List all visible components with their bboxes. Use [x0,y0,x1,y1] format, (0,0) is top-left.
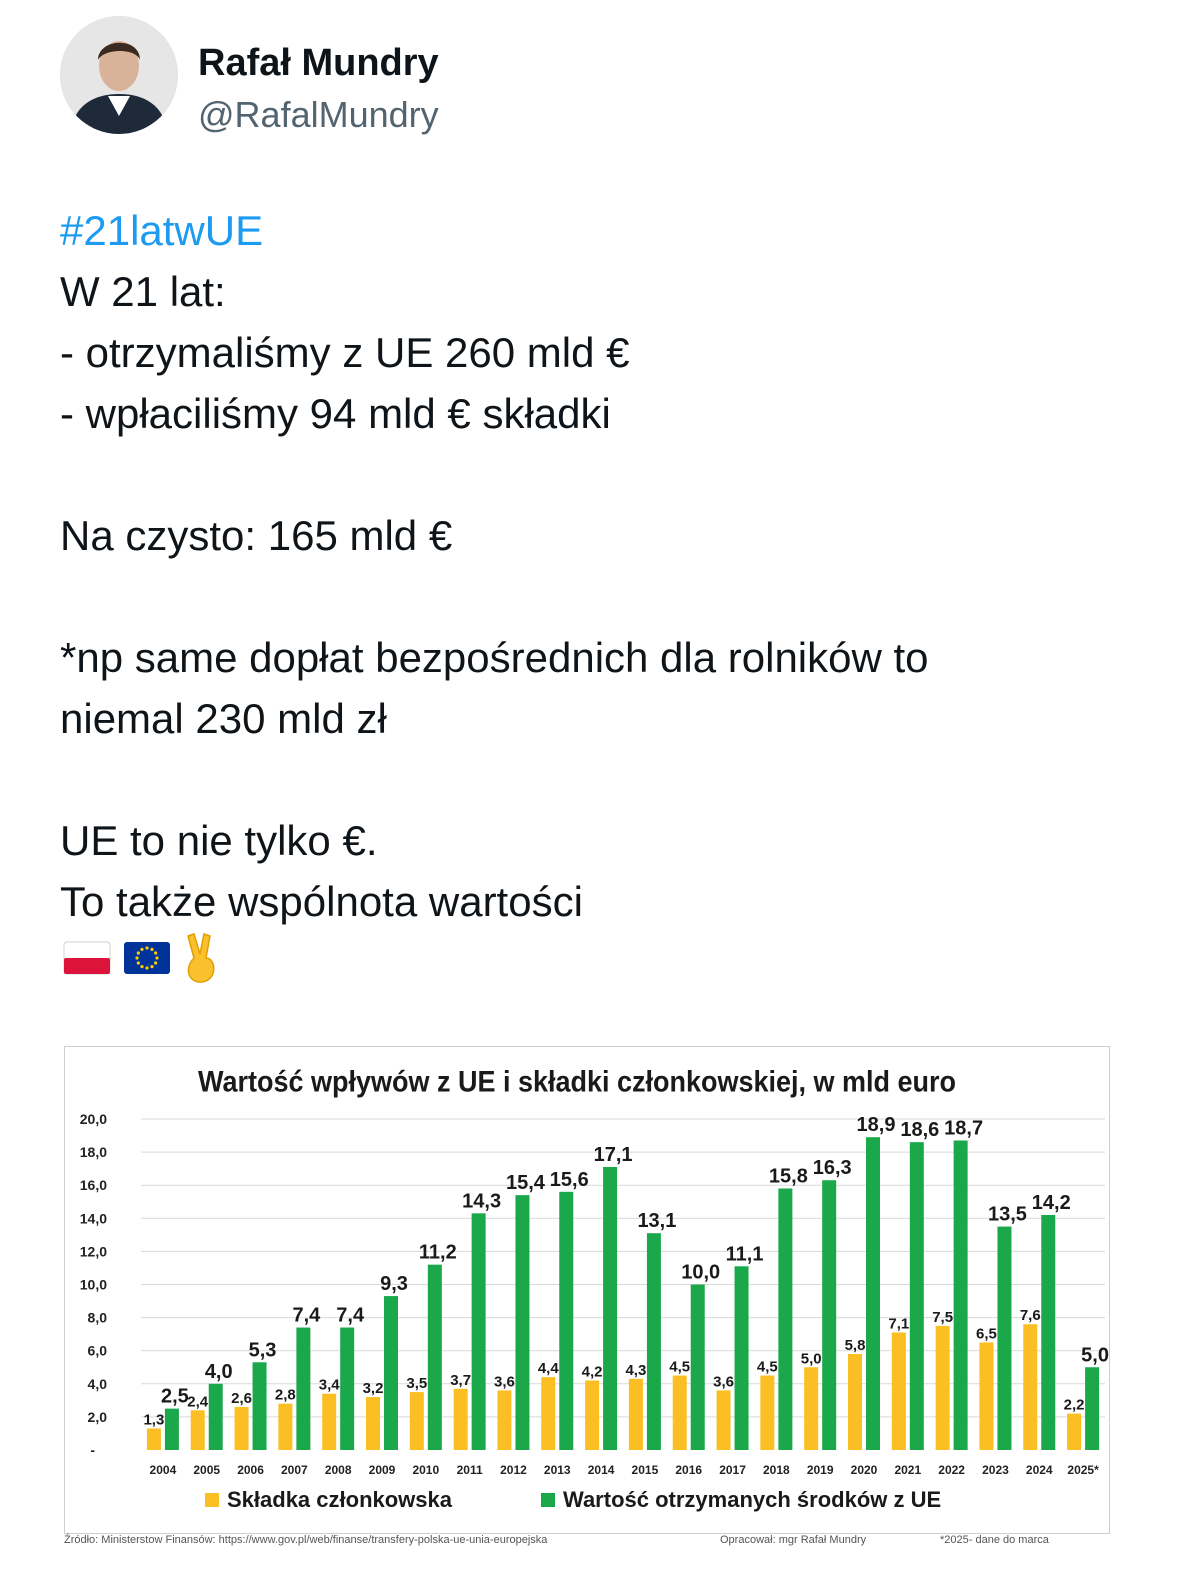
x-tick-label: 2024 [1025,1463,1053,1477]
data-label-contribution: 3,4 [318,1376,340,1394]
x-tick-label: 2016 [675,1463,703,1477]
tweet-line: - otrzymaliśmy z UE 260 mld € [60,329,630,376]
data-label-received: 13,5 [987,1203,1027,1226]
x-tick-label: 2020 [850,1463,878,1477]
y-tick-label: 8,0 [87,1309,107,1326]
data-label-received: 5,0 [1081,1344,1109,1367]
data-label-contribution: 4,3 [625,1361,647,1379]
data-label-received: 15,4 [505,1172,545,1195]
x-tick-label: 2009 [368,1463,396,1477]
tweet-text [60,200,1140,932]
x-tick-label: 2015 [631,1463,659,1477]
bar-contribution [366,1397,380,1450]
bar-received [165,1409,179,1450]
bar-contribution [936,1326,950,1450]
data-label-contribution: 7,5 [932,1308,954,1326]
data-label-received: 18,9 [856,1114,896,1137]
bar-contribution [760,1376,774,1450]
emoji-row [60,928,240,988]
legend-swatch-contribution [205,1493,219,1507]
x-tick-label: 2004 [149,1463,177,1477]
data-label-contribution: 7,6 [1019,1307,1041,1325]
bar-contribution [497,1390,511,1450]
bar-received [866,1137,880,1450]
bar-contribution [717,1390,731,1450]
data-label-contribution: 2,2 [1063,1396,1085,1414]
bar-received [778,1189,792,1450]
data-label-contribution: 4,5 [756,1358,778,1376]
bar-received [735,1266,749,1450]
data-label-received: 16,3 [812,1157,852,1180]
bar-received [954,1141,968,1450]
bar-contribution [585,1380,599,1450]
x-tick-label: 2012 [500,1463,527,1477]
data-label-contribution: 2,4 [187,1393,209,1411]
y-tick-label: 20,0 [79,1111,107,1127]
y-tick-label: 6,0 [87,1342,107,1359]
data-label-received: 14,2 [1031,1191,1071,1214]
y-tick-label: 16,0 [79,1177,107,1194]
tweet-line: Na czysto: 165 mld € [60,512,453,559]
bar-received [1041,1215,1055,1450]
chart-footer [64,1534,1108,1554]
avatar[interactable] [60,16,178,134]
x-tick-label: 2022 [938,1463,965,1477]
legend-label-contribution: Składka członkowska [227,1487,452,1512]
bar-received [822,1180,836,1450]
data-label-received: 15,8 [768,1165,808,1188]
data-label-contribution: 3,2 [362,1380,384,1398]
chart-footnote: *2025- dane do marca [940,1534,1049,1546]
data-label-contribution: 6,5 [976,1325,997,1343]
victory-hand-icon [188,934,214,982]
bar-received [515,1195,529,1450]
flag-poland-icon [64,942,110,974]
x-tick-label: 2019 [806,1463,834,1477]
tweet-line [60,444,1140,505]
data-label-received: 14,3 [462,1190,502,1213]
data-label-received: 13,1 [637,1210,677,1233]
bar-received [209,1384,223,1450]
bar-received [296,1328,310,1450]
bar-contribution [235,1407,249,1450]
bar-contribution [454,1389,468,1450]
data-label-received: 11,1 [725,1243,764,1266]
bar-contribution [541,1377,555,1450]
y-tick-label: - [90,1442,95,1458]
x-tick-label: 2006 [237,1463,264,1477]
data-label-contribution: 2,8 [274,1386,296,1404]
tweet-line: *np same dopłat bezpośrednich dla rolników to [60,634,929,681]
tweet-line: To także wspólnota wartości [60,878,583,925]
y-tick-label: 2,0 [87,1408,107,1425]
tweet-line: W 21 lat: [60,268,226,315]
bar-received [340,1328,354,1450]
x-tick-label: 2008 [324,1463,352,1477]
tweet-line: UE to nie tylko €. [60,817,378,864]
data-label-received: 18,7 [944,1117,984,1140]
y-tick-label: 14,0 [79,1210,107,1227]
bar-received [428,1265,442,1450]
data-label-received: 7,4 [292,1304,321,1327]
x-tick-label: 2013 [543,1463,571,1477]
bar-contribution [147,1428,161,1450]
bar-contribution [673,1376,687,1450]
bar-contribution [979,1342,993,1450]
flag-eu-icon [124,942,170,974]
bar-chart [65,1047,1109,1533]
data-label-received: 2,5 [161,1385,189,1408]
bar-contribution [892,1332,906,1450]
x-tick-label: 2010 [412,1463,440,1477]
data-label-received: 5,3 [248,1339,277,1362]
bar-contribution [1023,1324,1037,1450]
data-label-contribution: 4,4 [537,1360,559,1378]
data-label-received: 15,6 [549,1168,589,1191]
data-label-contribution: 4,2 [581,1363,603,1381]
bar-contribution [848,1354,862,1450]
y-tick-label: 18,0 [79,1144,107,1161]
bar-received [997,1227,1011,1450]
data-label-received: 18,6 [900,1119,940,1142]
chart-author-note: Opracował: mgr Rafał Mundry [720,1534,867,1546]
legend-swatch-received [541,1493,555,1507]
data-label-received: 4,0 [204,1360,233,1383]
data-label-received: 10,0 [681,1261,721,1284]
bar-received [910,1142,924,1450]
data-label-contribution: 3,6 [713,1373,734,1391]
data-label-received: 9,3 [380,1273,408,1296]
data-label-contribution: 2,6 [231,1389,252,1407]
data-label-contribution: 5,8 [844,1337,866,1355]
bar-contribution [410,1392,424,1450]
bar-contribution [1067,1414,1081,1450]
legend-label-received: Wartość otrzymanych środków z UE [563,1487,942,1512]
author-name[interactable]: Rafał Mundry [198,42,439,84]
author-handle[interactable]: @RafalMundry [198,94,439,135]
chart-source: Źródło: Ministerstow Finansów: https://www.gov.pl/web/finanse/transfery-polska-ue-unia-europejska [64,1534,548,1546]
bar-contribution [804,1367,818,1450]
hashtag-link[interactable]: #21latwUE [60,207,264,254]
chart-panel [64,1046,1110,1534]
data-label-contribution: 1,3 [143,1411,165,1429]
tweet-line: - wpłaciliśmy 94 mld € składki [60,390,611,437]
data-label-received: 11,2 [418,1241,457,1264]
y-tick-label: 12,0 [79,1243,107,1260]
chart-title: Wartość wpływów z UE i składki członkowskiej, w mld euro [197,1065,957,1098]
bar-received [603,1167,617,1450]
tweet-line: niemal 230 mld zł [60,695,387,742]
data-label-contribution: 7,1 [888,1315,910,1333]
x-tick-label: 2014 [587,1463,615,1477]
bar-contribution [278,1404,292,1450]
bar-contribution [322,1394,336,1450]
tweet-line [60,566,1140,627]
data-label-received: 17,1 [593,1143,633,1166]
bar-received [647,1233,661,1450]
data-label-contribution: 3,6 [494,1373,515,1391]
bar-contribution [191,1410,205,1450]
bar-received [384,1296,398,1450]
bar-received [691,1285,705,1451]
bar-received [253,1362,267,1450]
tweet-header [60,16,1120,136]
y-tick-label: 4,0 [87,1375,107,1392]
data-label-contribution: 4,5 [669,1358,691,1376]
data-label-contribution: 3,5 [406,1375,428,1393]
x-tick-label: 2018 [763,1463,790,1477]
data-label-contribution: 5,0 [800,1350,822,1368]
x-tick-label: 2023 [982,1463,1009,1477]
x-tick-label: 2025* [1067,1463,1099,1477]
bar-received [559,1192,573,1450]
x-tick-label: 2005 [193,1463,221,1477]
x-tick-label: 2021 [894,1463,922,1477]
x-tick-label: 2011 [456,1463,483,1477]
x-tick-label: 2017 [719,1463,746,1477]
bar-received [1085,1367,1099,1450]
bar-received [472,1213,486,1450]
tweet-line [60,749,1140,810]
y-tick-label: 10,0 [79,1276,107,1293]
x-tick-label: 2007 [281,1463,308,1477]
data-label-contribution: 3,7 [450,1371,472,1389]
bar-contribution [629,1379,643,1450]
data-label-received: 7,4 [336,1304,365,1327]
